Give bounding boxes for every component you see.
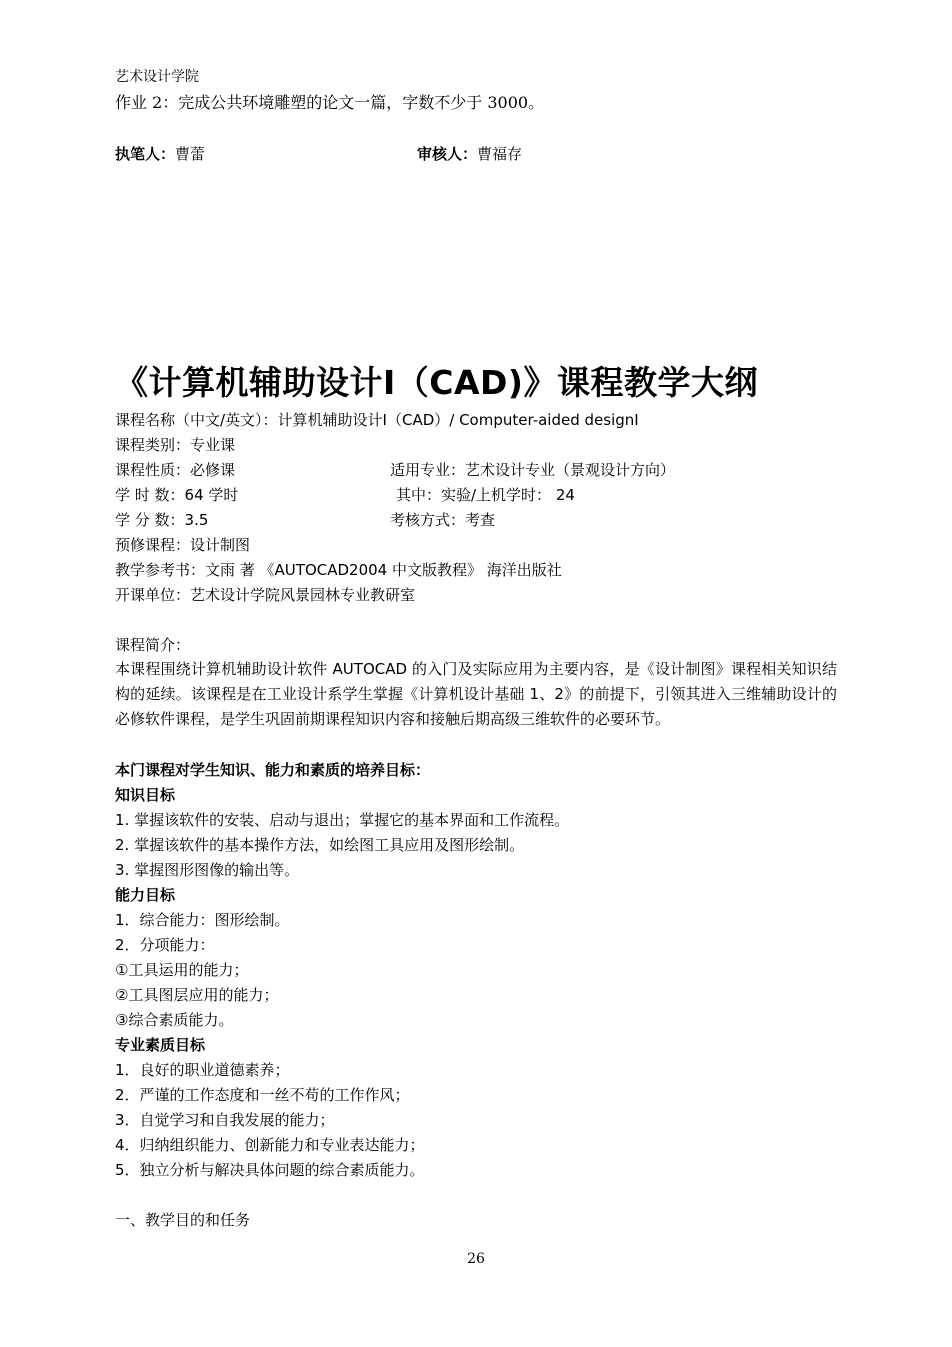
course-assessment: 考核方式：考查 (390, 511, 496, 529)
page-number: 26 (467, 1251, 485, 1267)
course-lab-hours: 其中：实验/上机学时： 24 (396, 486, 575, 504)
course-unit: 开课单位：艺术设计学院风景园林专业教研室 (115, 586, 416, 604)
reviewer-name: 曹福存 (477, 145, 523, 163)
intro-label: 课程简介： (115, 636, 191, 654)
reviewer-label: 审核人： (417, 145, 478, 163)
ability-item: 1．综合能力：图形绘制。 (115, 911, 290, 929)
knowledge-heading: 知识目标 (115, 786, 176, 804)
intro-text: 本课程围绕计算机辅助设计软件 AUTOCAD 的入门及实际应用为主要内容，是《设计制图》课程相关知识结构的延续。该课程是在工业设计系学生掌握《计算机设计基础 1、2》的前提下，引领其进入三维辅助设计的必修软件课程，是学生巩固前期课程知识内容和接触后期高级三维软件的必要环节。 (115, 660, 837, 728)
ability-item: ①工具运用的能力； (115, 961, 249, 979)
course-hours: 学 时 数：64 学时 (115, 486, 239, 504)
course-credits: 学 分 数：3.5 (115, 511, 209, 529)
page-title: 《计算机辅助设计Ⅰ（CAD)》课程教学大纲 (115, 363, 759, 402)
course-category: 课程类别：专业课 (115, 436, 236, 454)
writer-name: 曹蕾 (175, 145, 206, 163)
quality-item: 5．独立分析与解决具体问题的综合素质能力。 (115, 1161, 425, 1179)
reviewer-signature (417, 143, 522, 164)
ability-item: ③综合素质能力。 (115, 1011, 234, 1029)
objectives-heading: 本门课程对学生知识、能力和素质的培养目标： (115, 761, 431, 779)
course-nature: 课程性质：必修课 (115, 461, 236, 479)
ability-item: 2．分项能力： (115, 936, 215, 954)
quality-item: 4．归纳组织能力、创新能力和专业表达能力； (115, 1136, 425, 1154)
quality-item: 3．自觉学习和自我发展的能力； (115, 1111, 335, 1129)
course-major: 适用专业：艺术设计专业（景观设计方向） (390, 461, 676, 479)
course-name: 课程名称（中文/英文）：计算机辅助设计Ⅰ（CAD）/ Computer-aided designⅠ (115, 411, 639, 429)
knowledge-item: 1. 掌握该软件的安装、启动与退出；掌握它的基本界面和工作流程。 (115, 811, 570, 829)
ability-heading: 能力目标 (115, 886, 176, 904)
writer-signature (115, 143, 205, 164)
quality-item: 1．良好的职业道德素养； (115, 1061, 290, 1079)
ability-item: ②工具图层应用的能力； (115, 986, 279, 1004)
knowledge-item: 3. 掌握图形图像的输出等。 (115, 861, 300, 879)
quality-heading: 专业素质目标 (115, 1036, 206, 1054)
section-heading: 一、教学目的和任务 (115, 1211, 251, 1229)
course-prerequisite: 预修课程：设计制图 (115, 536, 251, 554)
writer-label: 执笔人： (115, 145, 176, 163)
course-textbook: 教学参考书：文雨 著 《AUTOCAD2004 中文版教程》 海洋出版社 (115, 561, 562, 579)
knowledge-item: 2. 掌握该软件的基本操作方法，如绘图工具应用及图形绘制。 (115, 836, 525, 854)
department-header: 艺术设计学院 (115, 69, 199, 85)
assignment-text: 作业 2：完成公共环境雕塑的论文一篇，字数不少于 3000。 (115, 93, 545, 112)
quality-item: 2．严谨的工作态度和一丝不苟的工作作风； (115, 1086, 410, 1104)
